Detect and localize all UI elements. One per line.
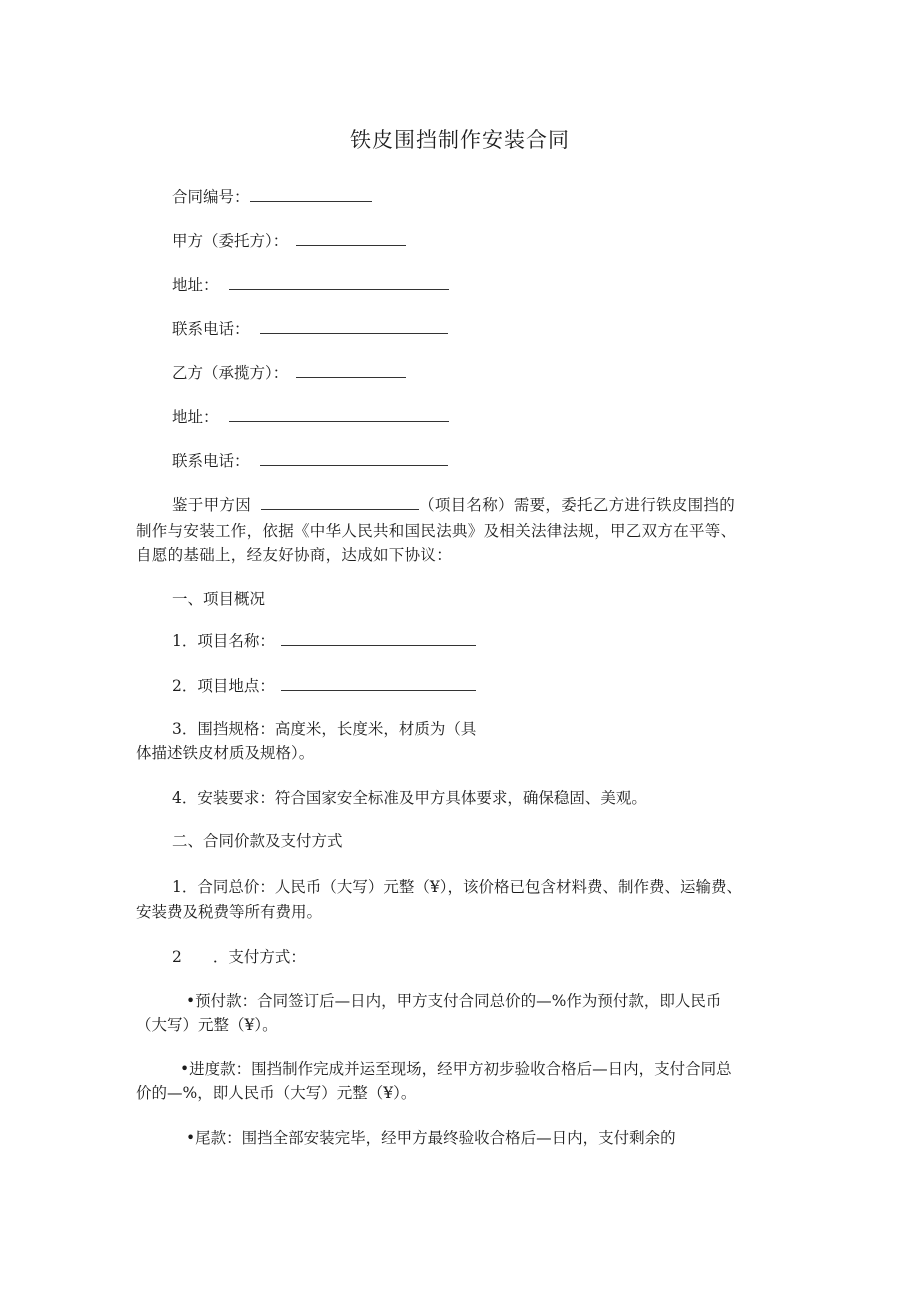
intro-text-pre: 鉴于甲方因 — [172, 496, 252, 514]
party-b-phone-blank[interactable] — [260, 450, 448, 466]
section-1-item-1 — [172, 630, 476, 652]
party-a-phone-blank[interactable] — [260, 318, 448, 334]
intro-text-post: （项目名称）需要，委托乙方进行铁皮围挡的 — [419, 496, 736, 514]
party-b-field — [172, 362, 406, 384]
party-b-blank[interactable] — [296, 362, 406, 378]
party-b-label: 乙方（承揽方）： — [172, 364, 289, 382]
party-a-blank[interactable] — [296, 230, 406, 246]
party-a-label: 甲方（委托方）： — [172, 232, 289, 250]
party-b-address-blank[interactable] — [229, 406, 449, 422]
section-1-item-3-line-1: 3．围挡规格：高度米，长度米，材质为（具 — [172, 720, 477, 738]
item-1-label: 1．项目名称： — [172, 632, 275, 650]
intro-line-3: 自愿的基础上，经友好协商，达成如下协议： — [136, 546, 453, 564]
prepayment-line-2: （大写）元整（¥）。 — [136, 1016, 278, 1034]
party-a-phone-label: 联系电话： — [172, 320, 250, 338]
section-2-item-1-line-2: 安装费及税费等所有费用。 — [136, 903, 323, 921]
section-1-heading: 一、项目概况 — [172, 590, 266, 608]
contract-number-label: 合同编号： — [172, 188, 250, 206]
document-title: 铁皮围挡制作安装合同 — [350, 128, 570, 152]
item-2-label: 2．项目地点： — [172, 677, 275, 695]
prepayment-line-1: •预付款：合同签订后—日内，甲方支付合同总价的—%作为预付款，即人民币 — [186, 992, 722, 1010]
section-1-item-2 — [172, 675, 476, 697]
party-b-address-field — [172, 406, 449, 428]
final-payment-line-1: •尾款：围挡全部安装完毕，经甲方最终验收合格后—日内，支付剩余的 — [186, 1129, 676, 1147]
party-a-field — [172, 230, 406, 252]
party-a-address-blank[interactable] — [229, 274, 449, 290]
contract-number-field — [172, 186, 372, 208]
contract-number-blank[interactable] — [250, 186, 372, 202]
intro-line-1 — [172, 494, 735, 516]
party-b-address-label: 地址： — [172, 408, 219, 426]
party-b-phone-label: 联系电话： — [172, 452, 250, 470]
party-a-phone-field — [172, 318, 448, 340]
progress-payment-line-1: •进度款：围挡制作完成并运至现场，经甲方初步验收合格后—日内，支付合同总 — [180, 1060, 732, 1078]
intro-line-2: 制作与安装工作，依据《中华人民共和国民法典》及相关法律法规，甲乙双方在平等、 — [136, 522, 737, 540]
party-b-phone-field — [172, 450, 448, 472]
section-1-item-4: 4．安装要求：符合国家安全标准及甲方具体要求，确保稳固、美观。 — [172, 789, 647, 807]
party-a-address-label: 地址： — [172, 276, 219, 294]
progress-payment-line-2: 价的—%，即人民币（大写）元整（¥）。 — [136, 1084, 417, 1102]
section-2-heading: 二、合同价款及支付方式 — [172, 832, 343, 850]
section-2-item-1-line-1: 1．合同总价：人民币（大写）元整（¥），该价格已包含材料费、制作费、运输费、 — [172, 878, 742, 896]
section-1-item-3-line-2: 体描述铁皮材质及规格）。 — [136, 744, 315, 762]
project-name-blank[interactable] — [261, 494, 419, 510]
section-2-item-2: 2 ．支付方式： — [172, 948, 306, 966]
project-name-field-blank[interactable] — [281, 630, 476, 646]
project-location-blank[interactable] — [281, 675, 476, 691]
party-a-address-field — [172, 274, 449, 296]
